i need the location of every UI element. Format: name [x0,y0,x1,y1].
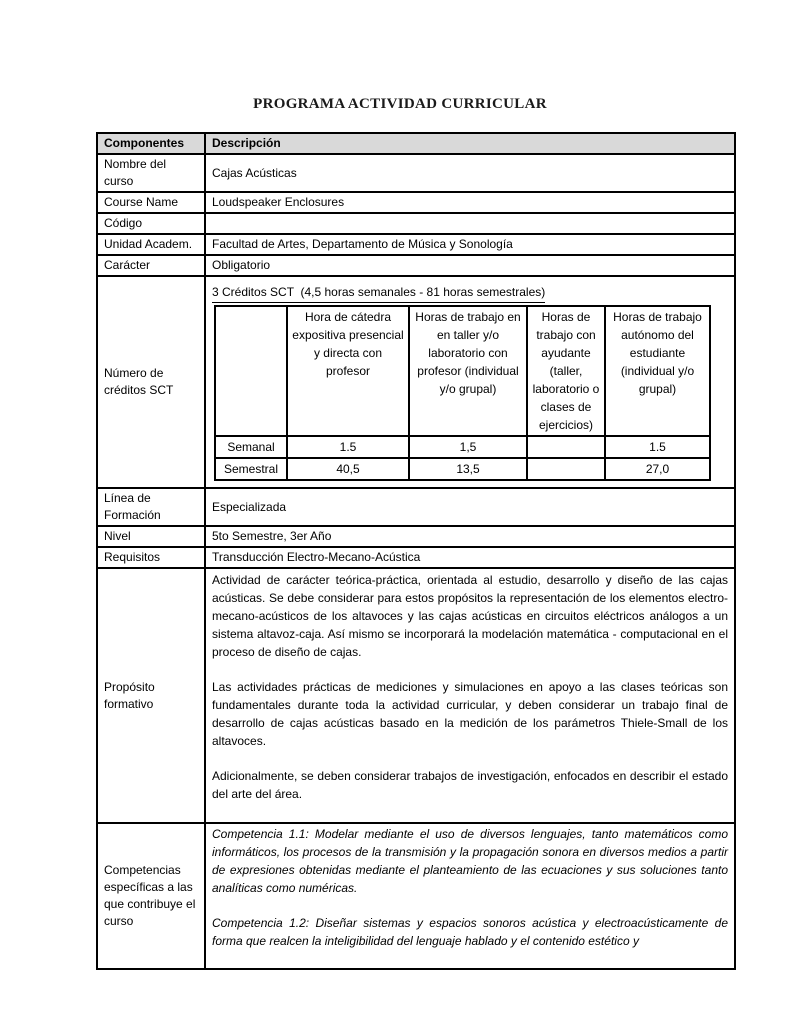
credit-hours-header-catedra: Hora de cátedra expositiva presencial y directa con profesor [287,306,409,436]
table-header-row [97,133,735,154]
table-row-course-name [97,192,735,213]
row-label-codigo: Código [97,213,205,234]
proposito-paragraph-2: Las actividades prácticas de mediciones y simulaciones en apoyo a las clases teóricas son fundamentales durante toda la actividad curricular, y deben considerar un trabajo final de desarrollo de cajas acústicas basado en la medición de los parámetros Thiele-Small de los altavoces. [212,680,728,748]
semanal-autonomo: 1.5 [605,436,710,458]
row-value-proposito-formativo [205,568,735,823]
row-label-linea-formacion: Línea de Formación [97,488,205,526]
row-label-creditos-sct: Número de créditos SCT [97,276,205,488]
credit-hours-row-semanal [215,436,710,458]
row-value-nivel: 5to Semestre, 3er Año [205,526,735,547]
row-value-unidad-academica: Facultad de Artes, Departamento de Música y Sonología [205,234,735,255]
credit-hours-table [214,305,711,481]
proposito-paragraph-3: Adicionalmente, se deben considerar trabajos de investigación, enfocados en describir el estado del arte del área. [212,769,728,801]
row-value-caracter: Obligatorio [205,255,735,276]
table-row-creditos-sct [97,276,735,488]
row-value-creditos-sct [205,276,735,488]
row-label-proposito-formativo: Propósito formativo [97,568,205,823]
row-label-unidad-academica: Unidad Academ. [97,234,205,255]
credits-intro-line: 3 Créditos SCT (4,5 horas semanales - 81 horas semestrales) [212,283,728,303]
program-table [96,132,736,970]
table-row-linea-formacion [97,488,735,526]
semanal-catedra: 1.5 [287,436,409,458]
page-title: PROGRAMA ACTIVIDAD CURRICULAR [253,96,547,112]
row-value-nombre-curso: Cajas Acústicas [205,154,735,192]
row-label-competencias: Competencias específicas a las que contribuye el curso [97,823,205,969]
semestral-label: Semestral [215,458,287,480]
table-row-requisitos [97,547,735,568]
row-value-competencias [205,823,735,969]
semestral-autonomo: 27,0 [605,458,710,480]
table-row-competencias [97,823,735,969]
table-row-unidad-academica [97,234,735,255]
credit-hours-row-semestral [215,458,710,480]
row-label-nombre-curso: Nombre del curso [97,154,205,192]
semanal-taller: 1,5 [409,436,527,458]
row-value-codigo [205,213,735,234]
competencia-1-1-paragraph: Competencia 1.1: Modelar mediante el uso de diversos lenguajes, tanto matemáticos como informáticos, los procesos de la transmisión y la propagación sonora en diversos medios a partir de expresiones obtenidas mediante el planteamiento de las ecuaciones y sus soluciones tanto analíticas como numéricas. [212,827,728,895]
table-row-proposito-formativo [97,568,735,823]
credit-hours-header-taller: Horas de trabajo en en taller y/o laboratorio con profesor (individual y/o grupal) [409,306,527,436]
header-componentes: Componentes [97,133,205,154]
row-label-course-name: Course Name [97,192,205,213]
competencia-1-2-paragraph: Competencia 1.2: Diseñar sistemas y espacios sonoros acústica y electroacústicamente de forma que realcen la inteligibilidad del lenguaje hablado y el contenido estético y [212,916,728,948]
semestral-catedra: 40,5 [287,458,409,480]
row-value-course-name: Loudspeaker Enclosures [205,192,735,213]
proposito-paragraph-1: Actividad de carácter teórica-práctica, orientada al estudio, desarrollo y diseño de las cajas acústicas. Se debe considerar para estos propósitos la representación de los elementos electro-mecano-acústicos de los altavoces y las cajas acústicas en circuitos eléctricos análogos a un sistema altavoz-caja. Así mismo se incorporará la modelación matemática - computacional en el proceso de diseño de cajas. [212,573,728,659]
row-value-requisitos: Transducción Electro-Mecano-Acústica [205,547,735,568]
table-row-nivel [97,526,735,547]
table-row-nombre-curso [97,154,735,192]
credit-hours-header-ayudante: Horas de trabajo con ayudante (taller, laboratorio o clases de ejercicios) [527,306,605,436]
row-label-caracter: Carácter [97,255,205,276]
table-row-caracter [97,255,735,276]
row-value-linea-formacion: Especializada [205,488,735,526]
row-label-requisitos: Requisitos [97,547,205,568]
table-row-codigo [97,213,735,234]
semanal-label: Semanal [215,436,287,458]
semanal-ayudante [527,436,605,458]
credit-hours-header-row [215,306,710,436]
credit-hours-corner-cell [215,306,287,436]
credit-hours-header-autonomo: Horas de trabajo autónomo del estudiante (individual y/o grupal) [605,306,710,436]
header-descripcion: Descripción [205,133,735,154]
semestral-ayudante [527,458,605,480]
row-label-nivel: Nivel [97,526,205,547]
semestral-taller: 13,5 [409,458,527,480]
